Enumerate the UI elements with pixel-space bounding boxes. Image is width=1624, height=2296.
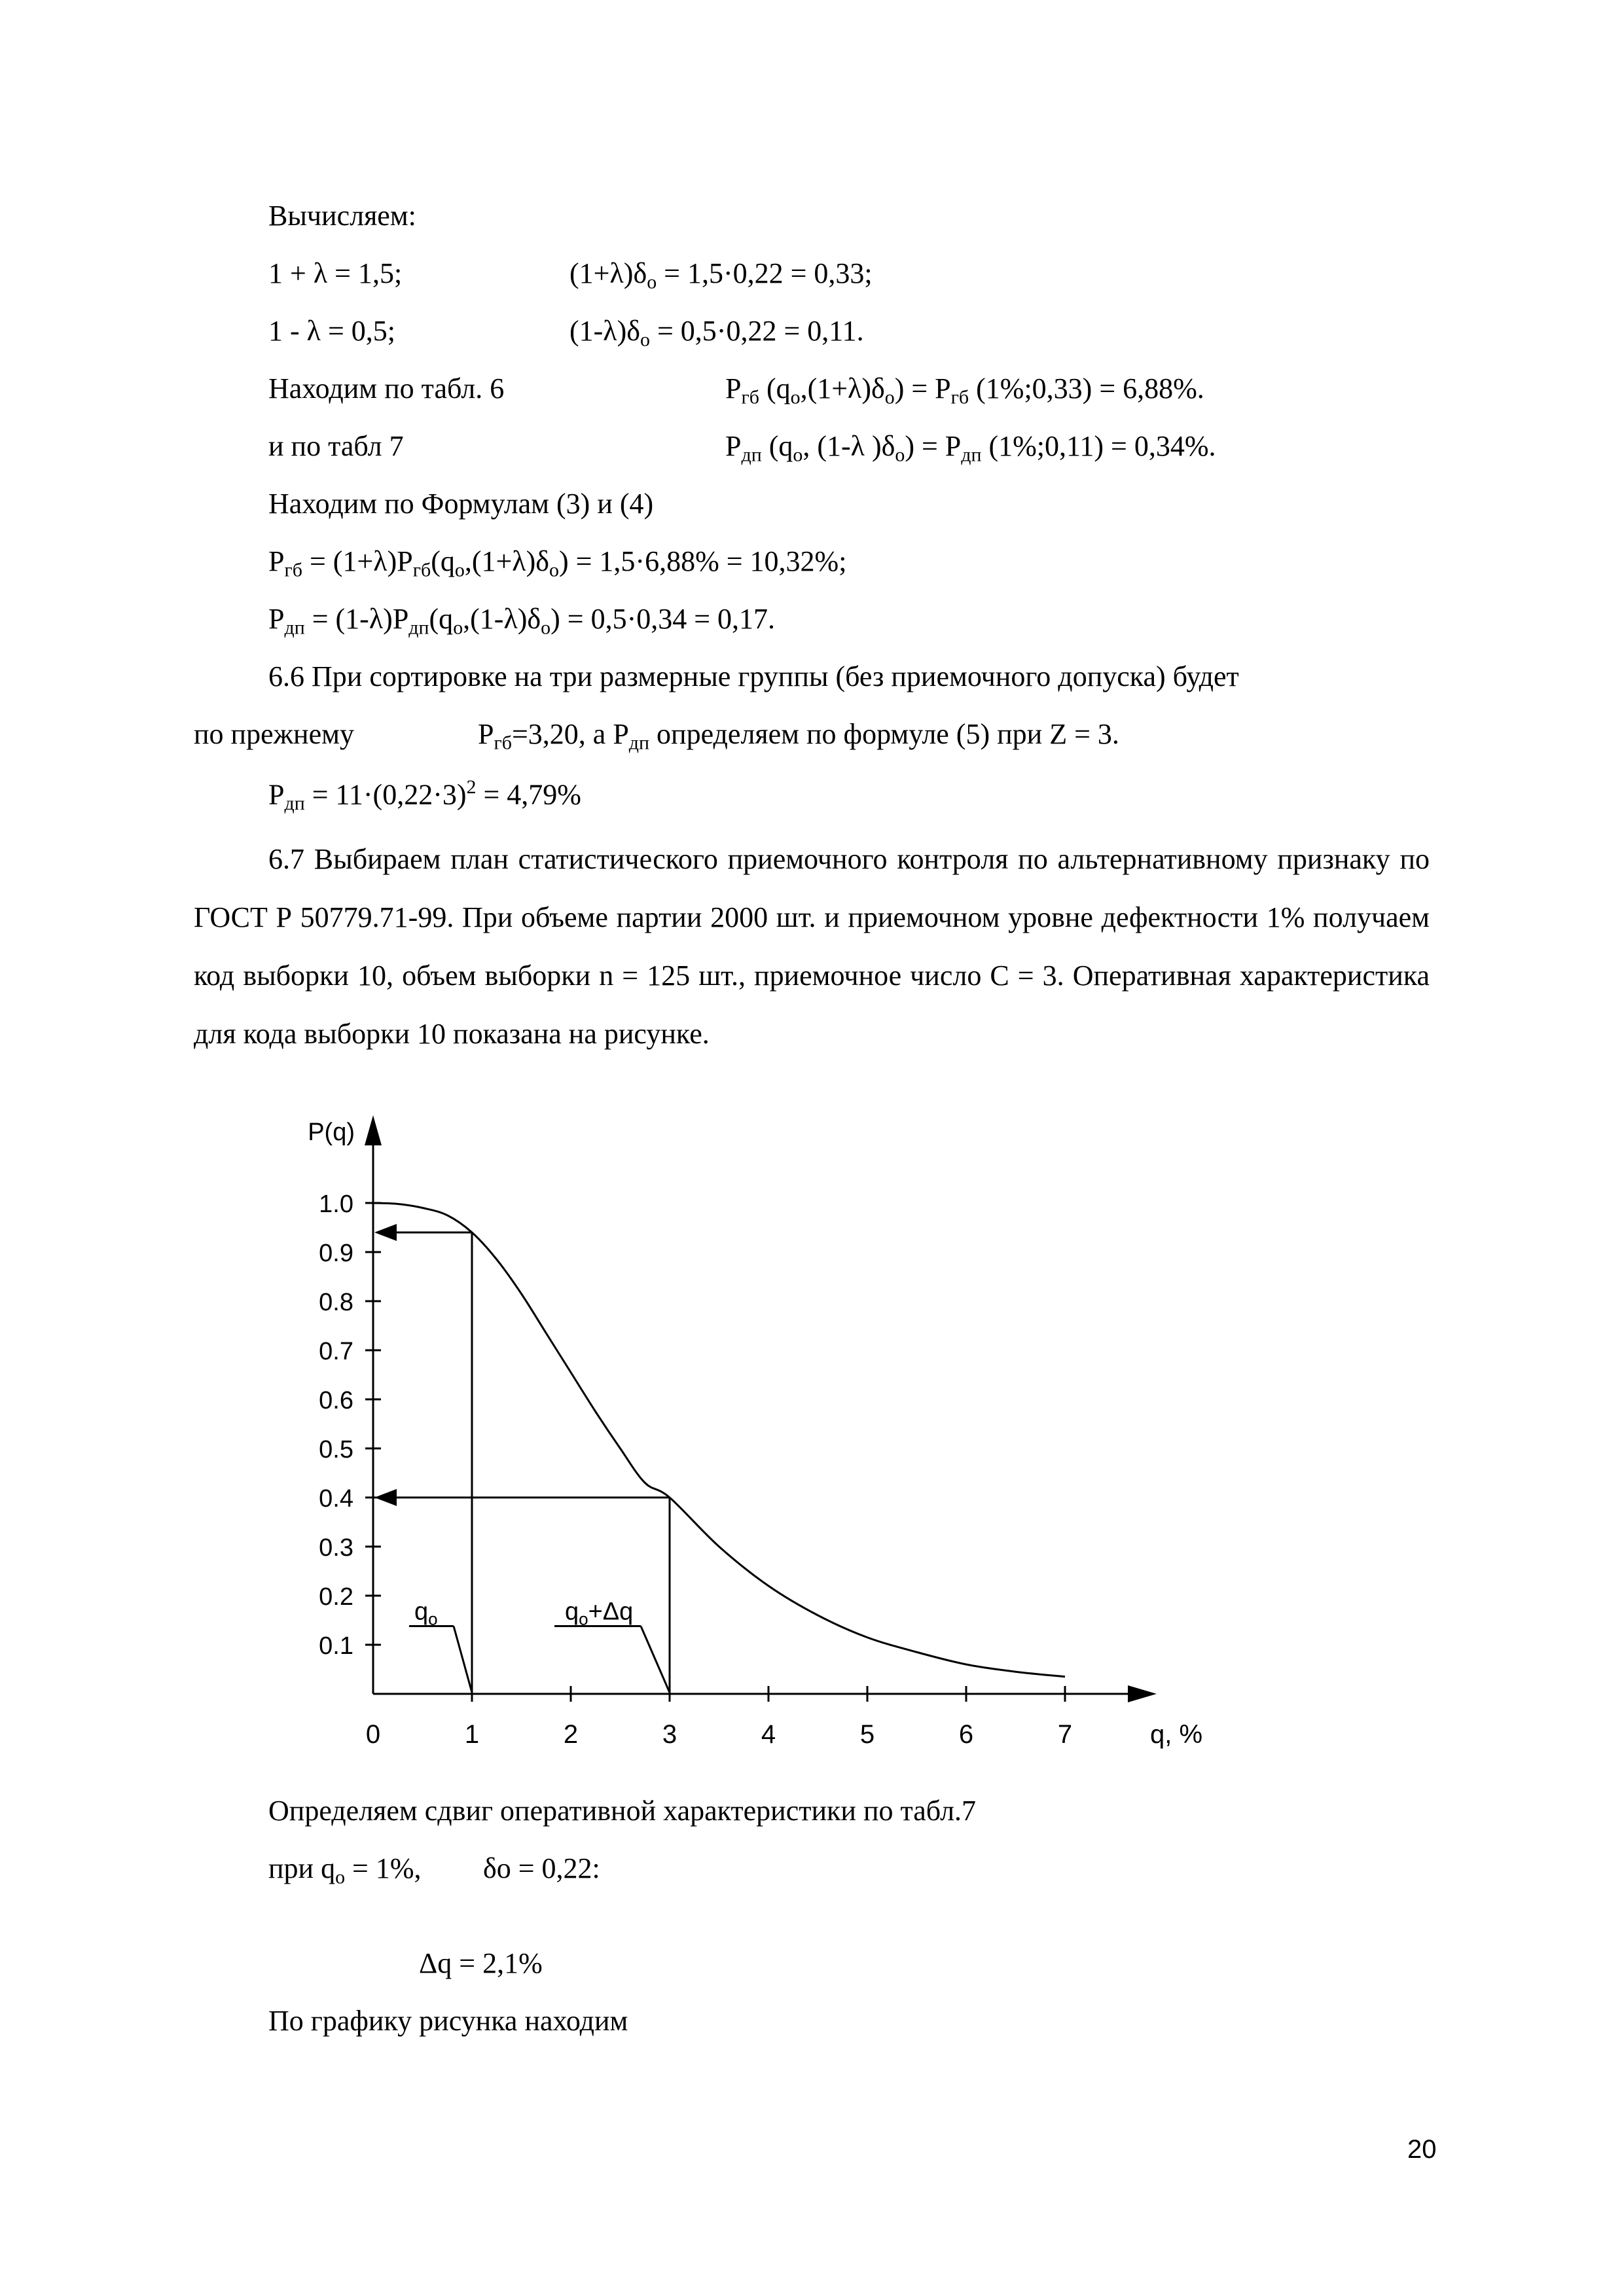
y-tick-label: 0.5 — [319, 1436, 353, 1463]
x-tick-label: 2 — [563, 1720, 579, 1749]
text-line-lambda-minus: 1 - λ = 0,5; — [268, 315, 396, 347]
annotation-leader-qo-diagonal — [454, 1626, 472, 1693]
annotation-label-qo-dq-tail: +Δq — [588, 1598, 634, 1626]
text-line-formulas: Находим по Формулам (3) и (4) — [268, 488, 654, 520]
guide-arrowhead-icon — [374, 1489, 397, 1506]
y-axis-arrow-icon — [365, 1115, 382, 1145]
x-axis-arrow-icon — [1128, 1685, 1157, 1702]
formula-pdp-table7: $P_{дп}$ ($q_о$, (1-λ )$\delta_о) = P_{дп}$ (1%;0,11) = 0,34%. — [725, 430, 1216, 466]
y-tick-label: 0.9 — [319, 1240, 353, 1267]
text-line-previously: по прежнему — [194, 718, 354, 750]
y-tick-label: 0.2 — [319, 1583, 353, 1611]
x-tick-label: 1 — [464, 1720, 480, 1749]
annotation-leader-qo-dq-diagonal — [641, 1626, 670, 1693]
text-from-graph: По графику рисунка находим — [268, 2005, 628, 2037]
formula-lambda-plus-delta: $(1+\lambda)\delta_о = 1,5\cdot 0,22 = 0,33$; — [569, 257, 873, 293]
y-tick-label: 0.3 — [319, 1534, 353, 1562]
y-tick-label: 0.7 — [319, 1338, 353, 1365]
x-tick-label: 6 — [958, 1720, 974, 1749]
annotation-label-qo-dq: $q_о+\Delta q$ — [565, 1598, 634, 1629]
x-tick-label: 0 — [365, 1720, 381, 1749]
x-tick-label: 4 — [761, 1720, 776, 1749]
x-axis-title: q, % — [1149, 1720, 1203, 1749]
formula-pdp-z3: $P_{дп} = 11\cdot(0,22\cdot 3)^2 = 4,79\%$ — [268, 776, 581, 814]
x-tick-label: 3 — [662, 1720, 677, 1749]
text-section-6-6: 6.6 При сортировке на три размерные группы (без приемочного допуска) будет — [268, 660, 1239, 692]
formula-pgb: $P_{гб} = (1+\lambda)P_{гб}(q_о,(1+\lambda)\delta_о) = 1,5\cdot 6,88\% = 10,32\%$; — [268, 545, 847, 581]
annotation-label-qo-dq-sub: о — [579, 1609, 588, 1629]
text-line-lambda-plus: 1 + λ = 1,5; — [268, 257, 403, 289]
y-tick-label: 0.1 — [319, 1632, 353, 1660]
oc-curve — [373, 1203, 1065, 1677]
text-delta-o: δо = 0,22: — [483, 1852, 600, 1884]
operating-characteristic-chart — [288, 1106, 1244, 1761]
formula-pdp: $P_{дп} = (1-\lambda)P_{дп}(q_о,(1-\lambda)\delta_о) = 0,5\cdot 0,34 = 0,17$. — [268, 603, 776, 639]
y-axis-title: P(q) — [308, 1119, 355, 1146]
text-shift-definition: Определяем сдвиг оперативной характеристики по табл.7 — [268, 1795, 977, 1827]
text-line-compute: Вычисляем: — [268, 200, 416, 232]
y-tick-label: 1.0 — [319, 1191, 353, 1218]
annotation-label-qo-sub: о — [428, 1609, 438, 1629]
x-tick-label: 7 — [1057, 1720, 1073, 1749]
text-line-table7: и по табл 7 — [268, 430, 404, 462]
formula-delta-q: Δq = 2,1% — [419, 1947, 543, 1979]
y-tick-label: 0.8 — [319, 1289, 353, 1316]
formula-pgb-table6: $P_{гб}$ $(q_о,(1+\lambda)\delta_о) = P_{гб}$ (1%;0,33) = 6,88%. — [725, 372, 1204, 408]
formula-lambda-minus-delta: $(1-\lambda)\delta_о = 0,5\cdot 0,22 = 0,11$. — [569, 315, 864, 351]
text-line-table6: Находим по табл. 6 — [268, 372, 505, 404]
guide-arrowhead-icon — [374, 1224, 397, 1241]
x-tick-label: 5 — [859, 1720, 875, 1749]
paragraph-section-6-7: 6.7 Выбираем план статистического приемочного контроля по альтернативному признаку по ГОСТ Р 50779.71-99. При объеме партии 2000 шт. и приемочном уровне дефектности 1% получаем код выборки 10, объем выборки n = 125 шт., приемочное число С = 3. Оперативная характеристика для кода выборки 10 показана на рисунке. — [194, 843, 1430, 1050]
formula-pgb-z3: $P_{гб}=3,20$, а $P_{дп}$ определяем по формуле (5) при Z = 3. — [478, 718, 1119, 754]
annotation-label-qo: $q_о$ — [414, 1598, 438, 1629]
text-at-qo: при $q_о = 1\%$, — [268, 1852, 422, 1888]
page-number: 20 — [1407, 2135, 1437, 2164]
y-tick-label: 0.4 — [319, 1485, 353, 1513]
y-tick-label: 0.6 — [319, 1387, 353, 1414]
